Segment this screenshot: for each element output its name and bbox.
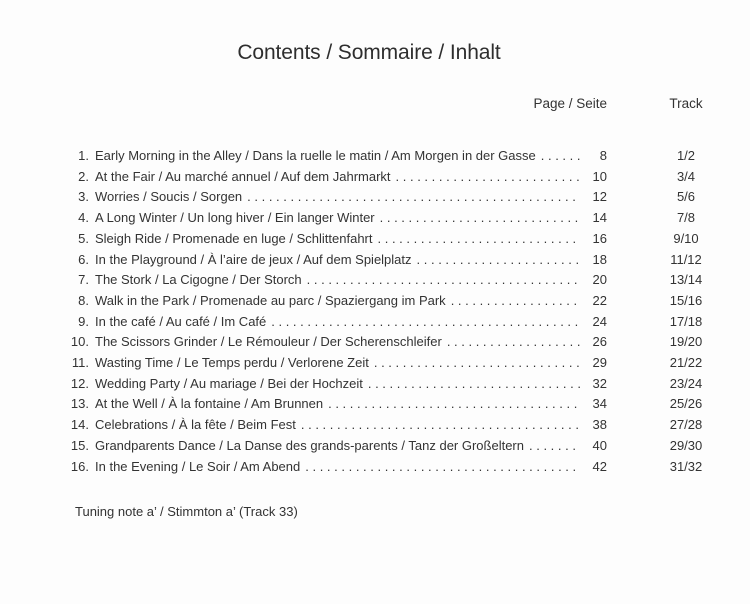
toc-row-track: 5/6 — [676, 189, 696, 205]
toc-row-page: 38 — [592, 417, 607, 433]
toc-row-page: 29 — [592, 355, 607, 371]
dot-leader — [271, 312, 580, 333]
dot-leader — [396, 167, 580, 188]
toc-row-track: 7/8 — [676, 210, 696, 226]
dot-leader — [447, 332, 580, 353]
toc-row-track: 15/16 — [669, 292, 703, 308]
toc-row-title: A Long Winter / Un long hiver / Ein langer Winter — [95, 210, 375, 226]
dot-leader — [541, 146, 580, 167]
toc-row-page: 42 — [592, 458, 607, 474]
column-header-track: Track — [669, 96, 703, 111]
toc-row-number: 16. — [70, 458, 89, 474]
toc-row-number: 3. — [78, 189, 89, 205]
toc-row — [60, 353, 703, 374]
toc-row — [60, 457, 703, 478]
toc-row-title: Walk in the Park / Promenade au parc / Spaziergang im Park — [95, 292, 446, 308]
toc-row — [60, 436, 703, 457]
toc-row-number: 4. — [78, 210, 89, 226]
toc-row — [60, 312, 703, 333]
toc-row-number: 2. — [78, 168, 89, 184]
toc-row-title: The Scissors Grinder / Le Rémouleur / Der Scherenschleifer — [95, 334, 442, 350]
dot-leader — [301, 415, 580, 436]
toc-row-title: In the café / Au café / Im Café — [95, 313, 267, 329]
toc-row-page: 26 — [592, 334, 607, 350]
dot-leader — [417, 250, 580, 271]
toc-row-page: 14 — [592, 210, 607, 226]
toc-row-page: 12 — [592, 189, 607, 205]
toc-row-number: 14. — [70, 417, 89, 433]
toc-row-track: 25/26 — [669, 396, 703, 412]
toc-row-track: 21/22 — [669, 355, 703, 371]
toc-row-title: Celebrations / À la fête / Beim Fest — [95, 417, 296, 433]
toc-row-title: In the Playground / À l’aire de jeux / Auf dem Spielplatz — [95, 251, 412, 267]
toc-row-number: 12. — [70, 375, 89, 391]
toc-row-title: Wasting Time / Le Temps perdu / Verlorene Zeit — [95, 355, 369, 371]
toc-row-number: 9. — [78, 313, 89, 329]
toc-row-track: 29/30 — [669, 437, 703, 453]
toc-row-track: 19/20 — [669, 334, 703, 350]
dot-leader — [307, 270, 580, 291]
toc-row-number: 13. — [70, 396, 89, 412]
toc-row-page: 8 — [599, 148, 607, 163]
toc-row-track: 23/24 — [669, 375, 703, 391]
toc-row-track: 31/32 — [669, 458, 703, 474]
toc-row-track: 13/14 — [669, 272, 703, 288]
page-title: Contents / Sommaire / Inhalt — [237, 41, 501, 64]
toc-row-title: At the Fair / Au marché annuel / Auf dem Jahrmarkt — [95, 168, 391, 184]
toc-row — [60, 332, 703, 353]
toc-row — [60, 291, 703, 312]
toc-row-number: 10. — [70, 334, 89, 350]
toc-row-page: 18 — [592, 251, 607, 267]
toc-row-track: 17/18 — [669, 313, 703, 329]
toc-row-title: The Stork / La Cigogne / Der Storch — [95, 272, 302, 288]
toc-row — [60, 270, 703, 291]
dot-leader — [529, 436, 580, 457]
column-headers — [60, 95, 703, 113]
toc-list — [60, 146, 703, 477]
toc-row-page: 16 — [592, 230, 607, 246]
toc-row — [60, 229, 699, 250]
dot-leader — [380, 208, 580, 229]
toc-row-page: 22 — [592, 292, 607, 308]
toc-row-page: 10 — [592, 168, 607, 184]
dot-leader — [374, 353, 580, 374]
toc-row — [60, 146, 696, 167]
toc-row-number: 7. — [78, 272, 89, 288]
toc-row-page: 34 — [592, 396, 607, 412]
dot-leader — [368, 374, 580, 395]
toc-row-title: At the Well / À la fontaine / Am Brunnen — [95, 396, 324, 412]
column-header-page: Page / Seite — [533, 96, 607, 111]
toc-row-title: Wedding Party / Au mariage / Bei der Hochzeit — [95, 375, 363, 391]
toc-row-track: 9/10 — [673, 230, 699, 246]
toc-row-title: Sleigh Ride / Promenade en luge / Schlittenfahrt — [95, 230, 373, 246]
toc-row-page: 40 — [592, 437, 607, 453]
toc-row-number: 5. — [78, 230, 89, 246]
toc-row-number: 11. — [71, 355, 89, 371]
toc-row-number: 6. — [78, 251, 89, 267]
toc-row — [60, 167, 696, 188]
dot-leader — [247, 187, 580, 208]
toc-row — [60, 250, 702, 271]
toc-row — [60, 415, 703, 436]
dot-leader — [378, 229, 580, 250]
toc-row — [60, 394, 703, 415]
toc-row — [60, 187, 696, 208]
tuning-note: Tuning note a’ / Stimmton a’ (Track 33) — [75, 504, 298, 520]
toc-row-title: Early Morning in the Alley / Dans la ruelle le matin / Am Morgen in der Gasse — [95, 148, 536, 163]
toc-row — [60, 374, 703, 395]
toc-row-title: Grandparents Dance / La Danse des grands-parents / Tanz der Großeltern — [95, 437, 524, 453]
toc-row-track: 3/4 — [676, 168, 696, 184]
dot-leader — [305, 457, 580, 478]
dot-leader — [451, 291, 580, 312]
toc-row-track: 27/28 — [669, 417, 703, 433]
toc-row-number: 8. — [78, 292, 89, 308]
toc-row-page: 20 — [592, 272, 607, 288]
toc-row-track: 1/2 — [676, 148, 696, 163]
toc-row-title: Worries / Soucis / Sorgen — [95, 189, 243, 205]
toc-row-number: 1. — [78, 148, 89, 163]
toc-row-title: In the Evening / Le Soir / Am Abend — [95, 458, 301, 474]
toc-row — [60, 208, 696, 229]
toc-row-page: 32 — [592, 375, 607, 391]
toc-row-track: 11/12 — [670, 251, 702, 267]
toc-row-number: 15. — [70, 437, 89, 453]
toc-row-page: 24 — [592, 313, 607, 329]
dot-leader — [328, 394, 580, 415]
